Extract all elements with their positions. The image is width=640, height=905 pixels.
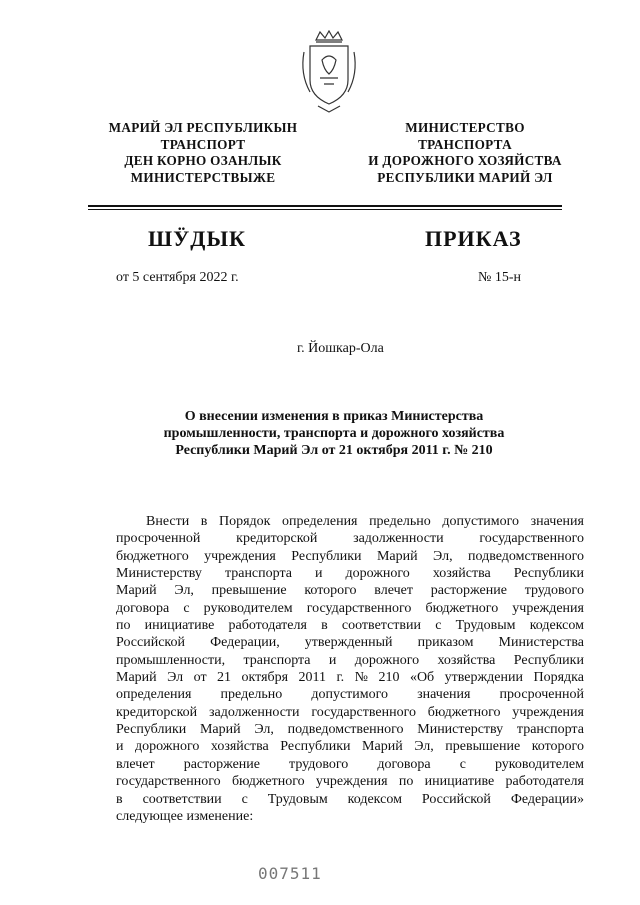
body-word: государственного (116, 774, 221, 790)
header-divider (88, 205, 562, 207)
body-line (116, 721, 584, 738)
body-word: Марий (116, 583, 157, 599)
body-line (116, 634, 584, 651)
body-word: с (241, 791, 248, 807)
body-word: влечет (374, 583, 413, 599)
body-word: государственного (479, 531, 584, 547)
body-word: октября (241, 670, 289, 686)
body-word: Министерству (116, 566, 202, 582)
body-word: подведомственного (468, 548, 584, 564)
body-word: допустимого (311, 687, 389, 703)
body-word: и (314, 566, 323, 582)
body-word: подведомственного (287, 722, 404, 738)
body-word: инициативе (424, 774, 495, 790)
body-word: Эл, (174, 583, 194, 599)
registration-stamp: 007511 (258, 864, 322, 883)
title-mari: ШӰДЫК (148, 226, 246, 251)
body-word: хозяйства (437, 652, 496, 668)
ministry-header-russian (340, 120, 590, 186)
body-word: задолженности (208, 704, 300, 720)
body-word: хозяйства (210, 739, 269, 755)
body-word: Российской (116, 635, 185, 651)
order-body (116, 513, 584, 825)
header-line: МИНИСТЕРСТВО (405, 120, 525, 135)
body-line (116, 808, 584, 825)
body-word: государственного (311, 704, 416, 720)
body-word: превышение (445, 739, 521, 755)
body-word: трудового (289, 756, 349, 772)
body-word: Республики (513, 566, 584, 582)
body-word: расторжение (183, 756, 260, 772)
body-word: бюджетного (231, 774, 305, 790)
body-word: инициативе (144, 618, 215, 634)
body-word: значения (417, 687, 471, 703)
body-word: Федерации, (210, 635, 280, 651)
body-word: соответствии (142, 791, 222, 807)
body-word: Республики (116, 722, 187, 738)
body-word: Республики (291, 548, 362, 564)
body-line (116, 513, 584, 530)
body-word: Эл, (414, 739, 434, 755)
header-line: И ДОРОЖНОГО ХОЗЯЙСТВА (368, 153, 562, 168)
header-line: МИНИСТЕРСТВЫЖЕ (130, 169, 276, 185)
body-line (116, 582, 584, 599)
body-word: просроченной (116, 531, 201, 547)
body-word: по (398, 774, 414, 790)
body-line (116, 617, 584, 634)
body-word: транспорта (516, 722, 584, 738)
body-word: трудового (524, 583, 584, 599)
body-word: 210 (378, 670, 400, 686)
body-word: договора (377, 756, 431, 772)
body-line (116, 652, 584, 669)
body-line (116, 756, 584, 773)
order-date: от 5 сентября 2022 г. (116, 270, 239, 285)
body-word: бюджетного (425, 600, 499, 616)
body-line (116, 686, 584, 703)
ministry-header-mari (92, 120, 314, 186)
body-word: № (354, 670, 368, 686)
body-word: «Об (409, 670, 435, 686)
body-word: Министерству (417, 722, 504, 738)
body-word: Порядок (218, 514, 271, 529)
body-word: Марий (116, 670, 157, 686)
body-word: утвержденный (304, 635, 393, 651)
body-word: Российской (421, 791, 491, 807)
body-word: приказом (417, 635, 474, 651)
body-word: Трудовым (267, 791, 328, 807)
body-word: хозяйства (432, 566, 491, 582)
body-word: значения (530, 514, 584, 529)
body-line (116, 530, 584, 547)
body-word: дорожного (354, 652, 420, 668)
body-word: учреждения (512, 704, 584, 720)
body-word: работодателя (228, 618, 307, 634)
body-word: просроченной (499, 687, 584, 703)
body-word: предельно (369, 514, 431, 529)
subject-line: промышленности, транспорта и дорожного хозяйства (163, 426, 505, 441)
body-word: Марий (199, 722, 241, 738)
body-word: Порядка (533, 670, 584, 686)
body-word: задолженности (353, 531, 444, 547)
body-word: следующее изменение: (116, 808, 254, 824)
body-word: Республики (280, 739, 351, 755)
body-word: руководителем (203, 600, 293, 616)
body-word: государственного (306, 600, 412, 616)
body-word: кодексом (347, 791, 402, 807)
body-word: с (183, 600, 190, 616)
body-line (116, 773, 584, 790)
body-word: договора (116, 600, 170, 616)
body-word: и (116, 739, 124, 755)
body-word: кредиторской (236, 531, 318, 547)
body-word: с (435, 618, 442, 634)
header-line: ТРАНСПОРТ (160, 136, 246, 152)
body-word: в (321, 618, 328, 634)
body-word: от (193, 670, 207, 686)
body-word: определения (116, 687, 192, 703)
body-word: г. (336, 670, 345, 686)
body-word: Эл, (433, 548, 453, 564)
order-number: № 15-н (478, 270, 522, 285)
body-word: Эл (167, 670, 184, 686)
body-word: бюджетного (427, 704, 501, 720)
body-word: соответствии (341, 618, 422, 634)
body-word: Эл, (254, 722, 274, 738)
body-word: Трудовым (455, 618, 516, 634)
body-word: бюджетного (116, 548, 189, 564)
body-word: учреждения (512, 600, 584, 616)
body-line (116, 548, 584, 565)
body-word: работодателя (505, 774, 584, 790)
body-line (116, 704, 584, 721)
title-russian: ПРИКАЗ (425, 226, 522, 251)
body-word: предельно (220, 687, 283, 703)
body-word: промышленности, (116, 652, 226, 668)
subject-line: Республики Марий Эл от 21 октября 2011 г. № 210 (175, 443, 493, 458)
header-divider-thin (88, 209, 562, 210)
body-line (116, 669, 584, 686)
body-word: с (459, 756, 466, 772)
body-line (116, 565, 584, 582)
body-line (116, 600, 584, 617)
body-word: влечет (116, 756, 155, 772)
body-word: кодексом (529, 618, 584, 634)
coat-of-arms-icon (298, 30, 360, 116)
body-word: 21 (217, 670, 232, 686)
body-word: Министерства (498, 635, 584, 651)
body-word: Марий (376, 548, 418, 564)
body-word: учреждения (204, 548, 276, 564)
header-line: ДЕН КОРНО ОЗАНЛЫК (124, 153, 282, 168)
order-subject (118, 408, 550, 459)
body-word: по (116, 618, 131, 634)
body-word: превышение (211, 583, 287, 599)
body-word: Марий (362, 739, 403, 755)
body-word: дорожного (345, 566, 410, 582)
body-word: транспорта (243, 652, 311, 668)
body-word: учреждения (315, 774, 388, 790)
body-word: которого (304, 583, 357, 599)
body-word: в (200, 514, 208, 529)
header-line: РЕСПУБЛИКИ МАРИЙ ЭЛ (377, 169, 553, 185)
body-word: руководителем (494, 756, 584, 772)
body-word: в (116, 791, 123, 807)
body-word: определения (282, 514, 358, 529)
header-line: ТРАНСПОРТА (418, 136, 512, 152)
body-word: 2011 (298, 670, 327, 686)
city-name: г. Йошкар-Ола (297, 341, 384, 356)
subject-line: О внесении изменения в приказ Министерства (184, 409, 484, 424)
body-word: кредиторской (116, 704, 198, 720)
body-line (116, 791, 584, 808)
body-word: дорожного (135, 739, 200, 755)
body-word: транспорта (224, 566, 292, 582)
body-word: и (328, 652, 337, 668)
body-word: Внести (146, 514, 190, 529)
body-line (116, 738, 584, 755)
body-word: Республики (513, 652, 584, 668)
body-word: которого (531, 739, 584, 755)
header-line: МАРИЙ ЭЛ РЕСПУБЛИКЫН (108, 120, 298, 135)
body-word: расторжение (430, 583, 507, 599)
body-word: допустимого (442, 514, 520, 529)
body-word: Федерации» (510, 791, 584, 807)
body-word: утверждении (444, 670, 523, 686)
